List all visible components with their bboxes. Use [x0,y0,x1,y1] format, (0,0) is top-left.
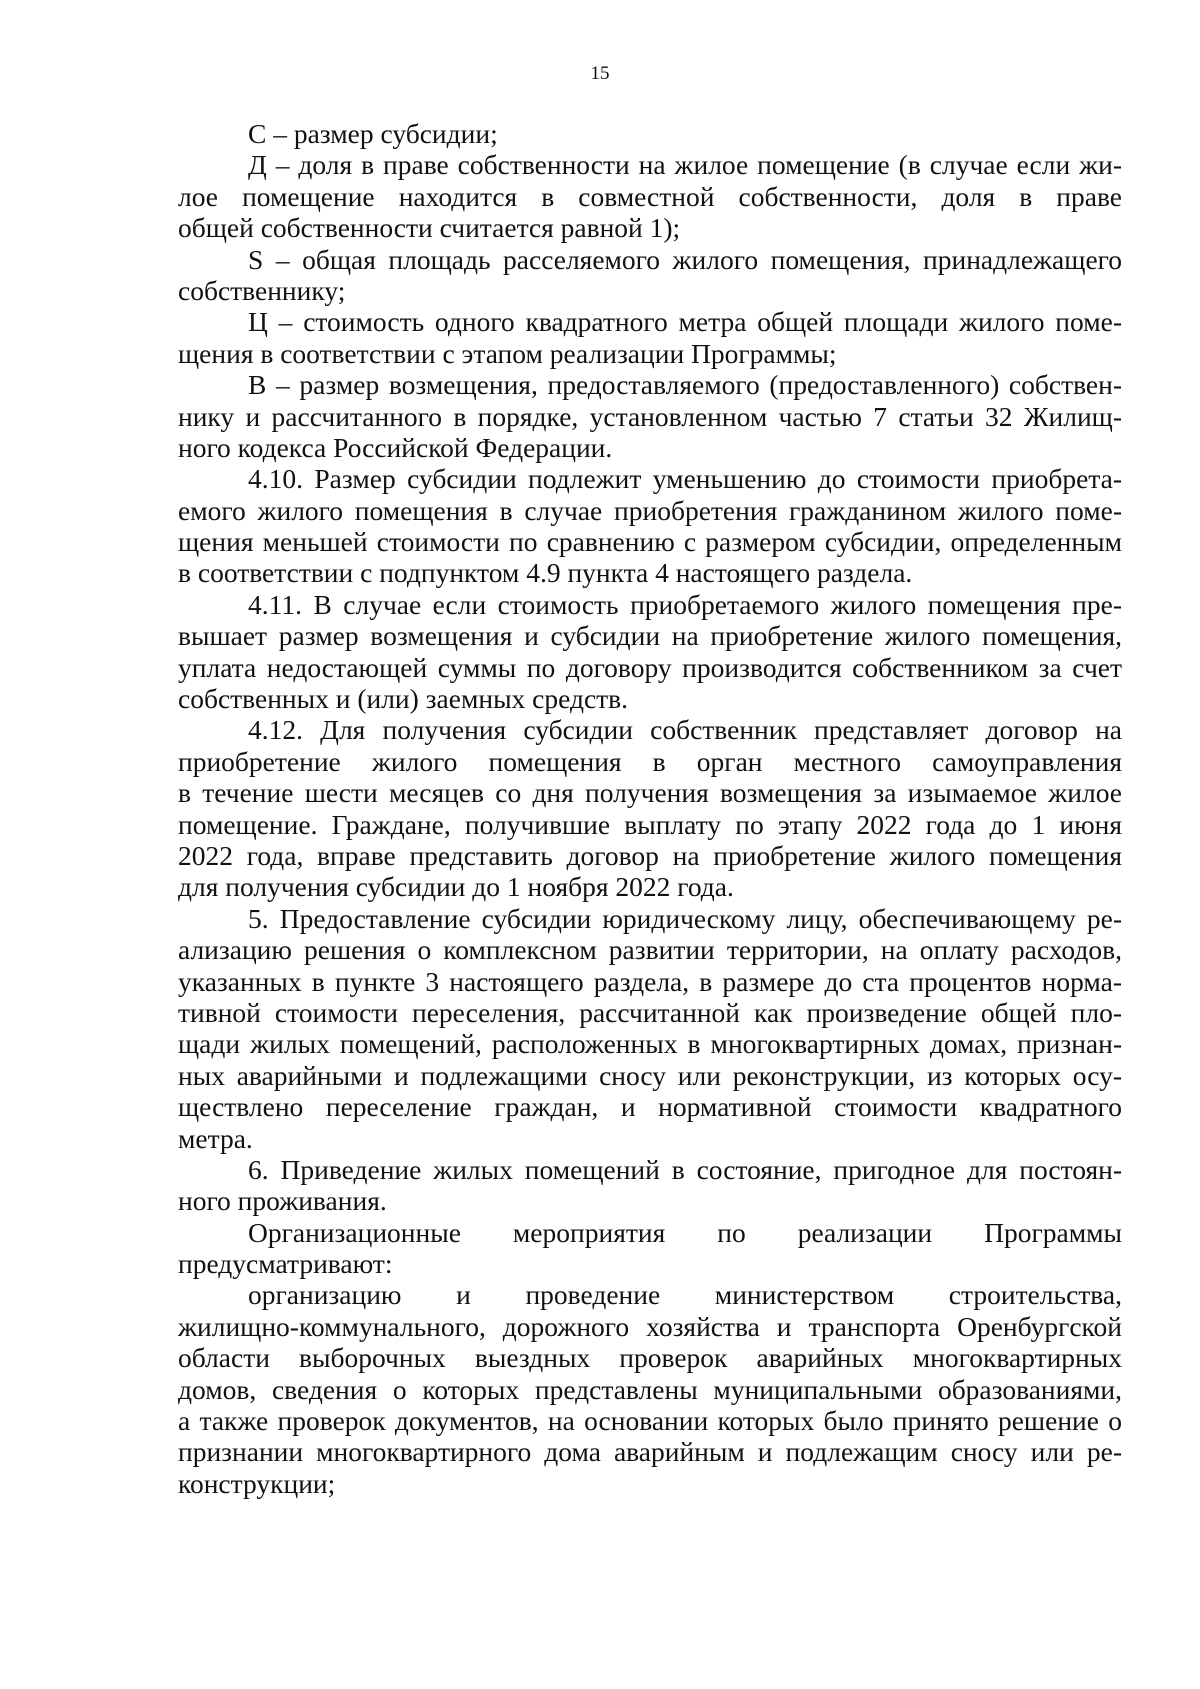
text-line: собственнику; [178,274,346,306]
text-line: организацию и проведение министерством строительства, [248,1279,1122,1311]
text-line: в соответствии с подпунктом 4.9 пункта 4 настоящего раздела. [178,557,913,589]
text-line: а также проверок документов, на основании которых было принято решение о [178,1405,1122,1437]
text-line: в течение шести месяцев со дня получения возмещения за изымаемое жилое [178,777,1122,809]
text-line: 2022 года, вправе представить договор на приобретение жилого помещения [178,839,1122,871]
text-line: вышает размер возмещения и субсидии на приобретение жилого помещения, [178,620,1122,652]
text-line: общей собственности считается равной 1); [178,212,681,244]
text-line: признании многоквартирного дома аварийным и подлежащим сносу или ре- [178,1436,1122,1468]
text-line: уплата недостающей суммы по договору производится собственником за счет [178,651,1122,683]
text-line: Ц – стоимость одного квадратного метра общей площади жилого поме- [248,306,1122,338]
text-line: для получения субсидии до 1 ноября 2022 года. [178,871,734,903]
text-line: метра. [178,1122,253,1154]
text-line: собственных и (или) заемных средств. [178,683,629,715]
text-line: предусматривают: [178,1248,393,1280]
text-line: 4.11. В случае если стоимость приобретаемого жилого помещения пре- [248,588,1122,620]
document-body [178,118,1122,1499]
text-line: Организационные мероприятия по реализации Программы [248,1216,1122,1248]
text-line: жилищно-коммунального, дорожного хозяйства и транспорта Оренбургской [178,1310,1122,1342]
text-line: лое помещение находится в совместной собственности, доля в праве [178,180,1122,212]
text-line: ного кодекса Российской Федерации. [178,431,613,463]
text-line: нику и рассчитанного в порядке, установленном частью 7 статьи 32 Жилищ- [178,400,1122,432]
text-line: щения меньшей стоимости по сравнению с размером субсидии, определенным [178,526,1122,558]
text-line: Д – доля в праве собственности на жилое помещение (в случае если жи- [248,149,1122,181]
text-line: тивной стоимости переселения, рассчитанной как произведение общей пло- [178,996,1122,1028]
text-line: 5. Предоставление субсидии юридическому лицу, обеспечивающему ре- [248,902,1122,934]
text-line: ных аварийными и подлежащими сносу или реконструкции, из которых осу- [178,1059,1122,1091]
text-line: 6. Приведение жилых помещений в состояние, пригодное для постоян- [248,1153,1122,1185]
text-line: 4.10. Размер субсидии подлежит уменьшению до стоимости приобрета- [248,463,1122,495]
text-line: щения в соответствии с этапом реализации Программы; [178,337,837,369]
text-line: S – общая площадь расселяемого жилого помещения, принадлежащего [248,243,1122,275]
text-line: ализацию решения о комплексном развитии территории, на оплату расходов, [178,934,1122,966]
text-line: емого жилого помещения в случае приобретения гражданином жилого поме- [178,494,1122,526]
text-line: конструкции; [178,1467,336,1499]
text-line: ного проживания. [178,1185,387,1217]
text-line: домов, сведения о которых представлены муниципальными образованиями, [178,1373,1122,1405]
page-number: 15 [590,63,610,84]
text-line: С – размер субсидии; [248,118,498,149]
text-line: щади жилых помещений, расположенных в многоквартирных домах, признан- [178,1028,1122,1060]
text-line: указанных в пункте 3 настоящего раздела, в размере до ста процентов норма- [178,965,1122,997]
text-line: 4.12. Для получения субсидии собственник представляет договор на [248,714,1122,746]
text-line: В – размер возмещения, предоставляемого (предоставленного) собствен- [248,369,1122,401]
text-line: области выборочных выездных проверок аварийных многоквартирных [178,1342,1122,1374]
text-line: помещение. Граждане, получившие выплату по этапу 2022 года до 1 июня [178,808,1122,840]
text-line: приобретение жилого помещения в орган местного самоуправления [178,745,1122,777]
text-line: ществлено переселение граждан, и нормативной стоимости квадратного [178,1091,1122,1123]
